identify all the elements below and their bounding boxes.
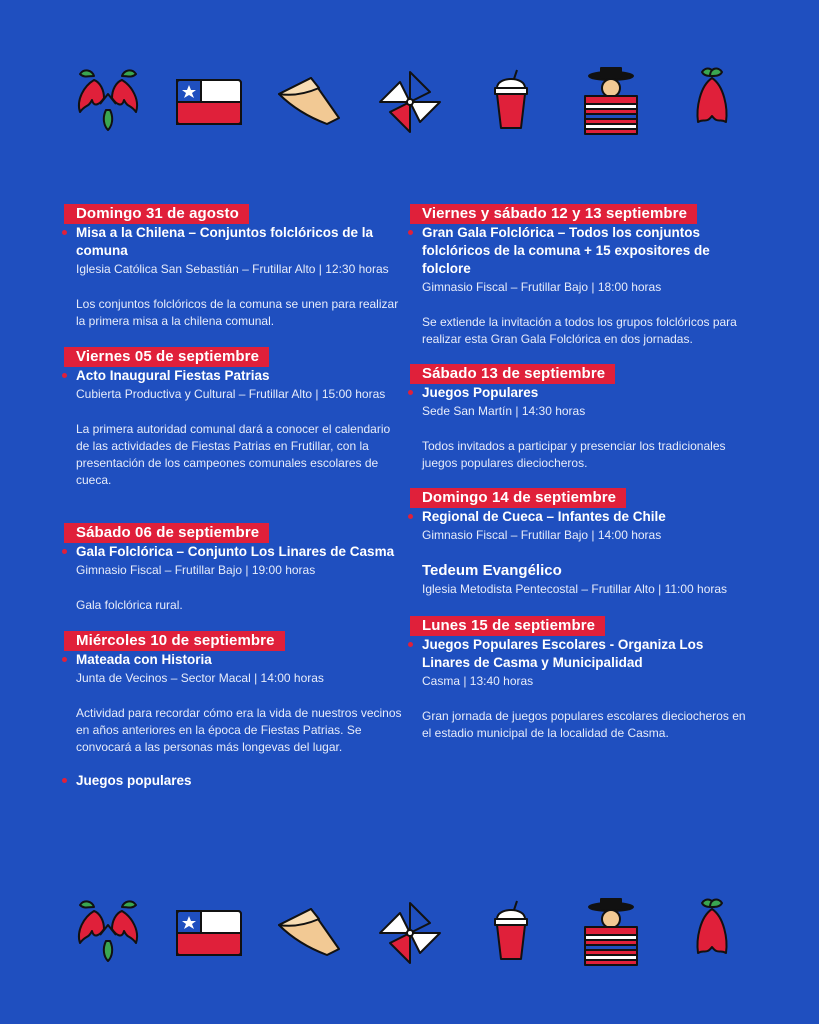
copihue-pair-icon: [70, 895, 146, 971]
bullet-dot: [62, 657, 67, 662]
copihue-icon: [674, 64, 750, 140]
event-title: Mateada con Historia: [76, 652, 212, 667]
bullet-dot: [62, 230, 67, 235]
empanada-icon: [271, 64, 347, 140]
event-item: [410, 224, 755, 348]
date-banner: Viernes y sábado 12 y 13 septiembre: [410, 204, 697, 224]
event-place: Gimnasio Fiscal – Frutillar Bajo | 18:00 horas: [422, 280, 662, 294]
bullet-dot: [62, 373, 67, 378]
chile-flag-icon: [171, 895, 247, 971]
drink-cup-icon: [473, 895, 549, 971]
event-section: [410, 204, 755, 348]
event-section: [410, 616, 755, 742]
event-description: Actividad para recordar cómo era la vida de nuestros vecinos en años anteriores en la época de Fiestas Patrias. Se convocará a las personas más longevas del lugar.: [76, 706, 402, 754]
event-item: [64, 224, 404, 330]
event-title: Gran Gala Folclórica – Todos los conjuntos folclóricos de la comuna + 15 expositores de folclore: [422, 225, 710, 276]
huaso-icon: [573, 64, 649, 140]
event-section: [410, 364, 755, 472]
event-description: Gran jornada de juegos populares escolares dieciocheros en el estadio municipal de la localidad de Casma.: [422, 709, 746, 740]
event-title: Juegos Populares Escolares - Organiza Los Linares de Casma y Municipalidad: [422, 637, 704, 670]
event-item: [64, 651, 404, 756]
left-column: [64, 204, 404, 790]
event-place: Casma | 13:40 horas: [422, 674, 534, 688]
copihue-icon: [674, 895, 750, 971]
event-item: [64, 772, 404, 790]
huaso-icon: [573, 895, 649, 971]
event-place: Gimnasio Fiscal – Frutillar Bajo | 19:00 horas: [76, 563, 316, 577]
icon-row-top: [70, 62, 750, 142]
event-place: Junta de Vecinos – Sector Macal | 14:00 horas: [76, 671, 324, 685]
event-place: Iglesia Católica San Sebastián – Frutillar Alto | 12:30 horas: [76, 262, 389, 276]
event-item: [64, 543, 404, 614]
event-section: [410, 488, 755, 598]
copihue-pair-icon: [70, 64, 146, 140]
event-title: Juegos Populares: [422, 385, 539, 400]
empanada-icon: [271, 895, 347, 971]
event-place: Cubierta Productiva y Cultural – Frutillar Alto | 15:00 horas: [76, 387, 386, 401]
event-section: [64, 347, 404, 489]
date-banner: Sábado 13 de septiembre: [410, 364, 615, 384]
event-title: Tedeum Evangélico: [422, 562, 562, 579]
bullet-dot: [62, 778, 67, 783]
date-banner: Domingo 31 de agosto: [64, 204, 249, 224]
event-description: Los conjuntos folclóricos de la comuna se unen para realizar la primera misa a la chilena comunal.: [76, 297, 399, 328]
icon-row-bottom: [70, 893, 750, 973]
bullet-dot: [408, 642, 413, 647]
event-item: [410, 384, 755, 472]
date-banner: Sábado 06 de septiembre: [64, 523, 269, 543]
event-section: [64, 523, 404, 614]
date-banner: Lunes 15 de septiembre: [410, 616, 605, 636]
event-item: [64, 367, 404, 489]
pinwheel-icon: [372, 895, 448, 971]
pinwheel-icon: [372, 64, 448, 140]
event-item: [410, 636, 755, 742]
bullet-dot: [408, 514, 413, 519]
event-place: Sede San Martín | 14:30 horas: [422, 404, 586, 418]
event-place: Gimnasio Fiscal – Frutillar Bajo | 14:00 horas: [422, 528, 662, 542]
event-title: Misa a la Chilena – Conjuntos folclóricos de la comuna: [76, 225, 374, 258]
date-banner: Viernes 05 de septiembre: [64, 347, 269, 367]
bullet-dot: [408, 390, 413, 395]
bullet-dot: [62, 549, 67, 554]
drink-cup-icon: [473, 64, 549, 140]
event-description: La primera autoridad comunal dará a conocer el calendario de las actividades de Fiestas Patrias en Frutillar, con la presentación de los campeones comunales escolares de cueca.: [76, 422, 391, 487]
event-title: Juegos populares: [76, 773, 192, 788]
right-column: [410, 204, 755, 742]
event-title: Gala Folclórica – Conjunto Los Linares de Casma: [76, 544, 395, 559]
event-section: [64, 204, 404, 330]
event-description: Todos invitados a participar y presenciar los tradicionales juegos populares dieciocheros.: [422, 439, 726, 470]
event-description: Se extiende la invitación a todos los grupos folclóricos para realizar esta Gran Gala Folclórica en dos jornadas.: [422, 315, 737, 346]
date-banner: Domingo 14 de septiembre: [410, 488, 626, 508]
event-item: [410, 562, 755, 598]
chile-flag-icon: [171, 64, 247, 140]
event-item: [410, 508, 755, 544]
event-title: Regional de Cueca – Infantes de Chile: [422, 509, 666, 524]
bullet-dot: [408, 230, 413, 235]
event-section: [64, 631, 404, 790]
date-banner: Miércoles 10 de septiembre: [64, 631, 285, 651]
event-title: Acto Inaugural Fiestas Patrias: [76, 368, 270, 383]
event-description: Gala folclórica rural.: [76, 598, 183, 612]
event-place: Iglesia Metodista Pentecostal – Frutillar Alto | 11:00 horas: [422, 582, 728, 596]
